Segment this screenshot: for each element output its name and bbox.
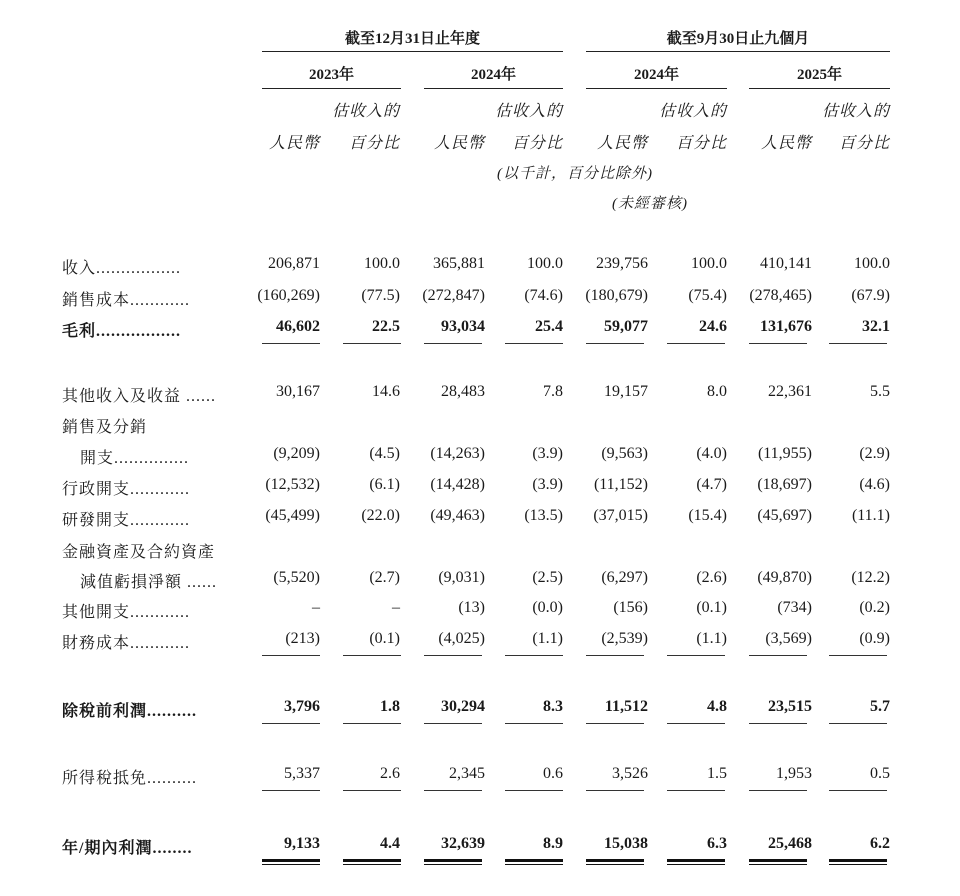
- amount-cell: 9,133: [284, 835, 320, 852]
- amount-cell: (9,209): [273, 445, 320, 462]
- amount-cell: (11,955): [757, 445, 812, 462]
- row-label: 銷售及分銷: [62, 419, 148, 436]
- amount-cell: (37,015): [593, 507, 648, 524]
- table-row-other-income-and-gains: [0, 383, 960, 407]
- amount-cell: (180,679): [585, 287, 648, 304]
- amount-cell: 30,294: [441, 698, 485, 715]
- table-row-revenue: [0, 255, 960, 279]
- table-row-selling-distribution-label: [0, 414, 960, 438]
- double-underline: [749, 859, 807, 865]
- table-row-selling-distribution-expenses: [0, 445, 960, 469]
- underline: [749, 655, 807, 656]
- row-label: 所得稅抵免..........: [62, 770, 198, 787]
- amount-cell: 1,953: [776, 765, 812, 782]
- percent-cell: 8.3: [543, 698, 563, 715]
- percent-cell: (2.7): [369, 569, 400, 586]
- double-underline: [262, 859, 320, 865]
- amount-cell: 59,077: [604, 318, 648, 335]
- table-row-profit-before-tax: [0, 698, 960, 722]
- table-row-cost-of-sales: [0, 287, 960, 311]
- double-underline: [586, 859, 644, 865]
- underline: [667, 723, 725, 724]
- underline: [667, 343, 725, 344]
- percent-cell: 5.7: [870, 698, 890, 715]
- underline: [829, 723, 887, 724]
- row-label: 行政開支............: [62, 481, 191, 498]
- underline: [749, 723, 807, 724]
- pct-of-revenue-header: 估收入的: [494, 103, 563, 120]
- table-row-other-expenses: [0, 599, 960, 623]
- percent-cell: 100.0: [364, 255, 400, 272]
- percent-cell: (0.1): [369, 630, 400, 647]
- amount-cell: 28,483: [441, 383, 485, 400]
- table-row-administrative-expenses: [0, 476, 960, 500]
- table-row-impairment-losses: [0, 569, 960, 593]
- percent-cell: 32.1: [862, 318, 890, 335]
- amount-cell: 3,526: [612, 765, 648, 782]
- percent-cell: 8.0: [707, 383, 727, 400]
- unaudited-note: (未經審核): [612, 196, 688, 212]
- percent-cell: (67.9): [851, 287, 890, 304]
- pct-of-revenue-header: 估收入的: [331, 103, 400, 120]
- percentage-header: 百分比: [838, 135, 890, 152]
- amount-cell: (45,697): [757, 507, 812, 524]
- underline: [586, 343, 644, 344]
- amount-cell: 23,515: [768, 698, 812, 715]
- underline: [749, 343, 807, 344]
- percent-cell: (12.2): [851, 569, 890, 586]
- percent-cell: (4.5): [369, 445, 400, 462]
- amount-cell: 46,602: [276, 318, 320, 335]
- percent-cell: (0.2): [859, 599, 890, 616]
- amount-cell: (160,269): [257, 287, 320, 304]
- percent-cell: 100.0: [527, 255, 563, 272]
- percent-cell: (4.0): [696, 445, 727, 462]
- percent-cell: –: [392, 599, 400, 616]
- group-header-nine-months-ended-sep-30: 截至9月30日止九個月: [666, 31, 810, 47]
- percent-cell: 100.0: [691, 255, 727, 272]
- underline: [586, 723, 644, 724]
- row-label: 財務成本............: [62, 635, 191, 652]
- underline: [262, 655, 320, 656]
- row-label: 其他開支............: [62, 604, 191, 621]
- percent-cell: (3.9): [532, 445, 563, 462]
- amount-cell: (13): [458, 599, 485, 616]
- amount-cell: 32,639: [441, 835, 485, 852]
- underline: [829, 343, 887, 344]
- amount-cell: 15,038: [604, 835, 648, 852]
- unit-note: (以千計，百分比除外): [497, 166, 653, 182]
- percent-cell: 6.2: [870, 835, 890, 852]
- row-label: 開支...............: [80, 450, 190, 467]
- amount-cell: (213): [285, 630, 320, 647]
- percent-cell: (75.4): [688, 287, 727, 304]
- divider: [424, 88, 563, 89]
- group-header-year-ended-dec-31: 截至12月31日止年度: [344, 31, 480, 47]
- amount-cell: (3,569): [765, 630, 812, 647]
- percent-cell: 7.8: [543, 383, 563, 400]
- year-header-2023: 2023年: [308, 67, 354, 83]
- underline: [505, 723, 563, 724]
- amount-cell: (6,297): [601, 569, 648, 586]
- underline: [343, 790, 401, 791]
- underline: [424, 790, 482, 791]
- percent-cell: (3.9): [532, 476, 563, 493]
- underline: [505, 790, 563, 791]
- amount-cell: (14,428): [430, 476, 485, 493]
- table-row-finance-costs: [0, 630, 960, 654]
- amount-cell: 93,034: [441, 318, 485, 335]
- percent-cell: (4.7): [696, 476, 727, 493]
- underline: [505, 343, 563, 344]
- underline: [424, 343, 482, 344]
- underline: [343, 723, 401, 724]
- underline: [262, 790, 320, 791]
- amount-cell: 5,337: [284, 765, 320, 782]
- underline: [424, 723, 482, 724]
- double-underline: [424, 859, 482, 865]
- row-label: 研發開支............: [62, 512, 191, 529]
- percent-cell: (2.5): [532, 569, 563, 586]
- percent-cell: 25.4: [535, 318, 563, 335]
- double-underline: [343, 859, 401, 865]
- percent-cell: 2.6: [380, 765, 400, 782]
- amount-cell: (734): [777, 599, 812, 616]
- percent-cell: (74.6): [524, 287, 563, 304]
- percent-cell: 4.4: [380, 835, 400, 852]
- percent-cell: 8.9: [543, 835, 563, 852]
- table-row-profit-for-period: [0, 835, 960, 859]
- table-row-rnd-expenses: [0, 507, 960, 531]
- year-header-2024-9m: 2024年: [633, 67, 679, 83]
- row-label: 銷售成本............: [62, 292, 191, 309]
- percent-cell: 14.6: [372, 383, 400, 400]
- amount-cell: –: [312, 599, 320, 616]
- underline: [505, 655, 563, 656]
- percent-cell: (0.0): [532, 599, 563, 616]
- percent-cell: (2.6): [696, 569, 727, 586]
- percent-cell: 6.3: [707, 835, 727, 852]
- amount-cell: (5,520): [273, 569, 320, 586]
- rmb-header: 人民幣: [596, 135, 648, 152]
- amount-cell: (4,025): [438, 630, 485, 647]
- percent-cell: (0.1): [696, 599, 727, 616]
- rmb-header: 人民幣: [760, 135, 812, 152]
- row-label: 除稅前利潤..........: [62, 703, 198, 720]
- amount-cell: (12,532): [265, 476, 320, 493]
- amount-cell: 25,468: [768, 835, 812, 852]
- row-label: 金融資產及合約資產: [62, 544, 216, 561]
- underline: [424, 655, 482, 656]
- percent-cell: 100.0: [854, 255, 890, 272]
- table-row-income-tax-credit: [0, 765, 960, 789]
- percentage-header: 百分比: [348, 135, 400, 152]
- double-underline: [667, 859, 725, 865]
- amount-cell: (49,463): [430, 507, 485, 524]
- amount-cell: 19,157: [604, 383, 648, 400]
- year-header-2025-9m: 2025年: [796, 67, 842, 83]
- underline: [667, 655, 725, 656]
- percent-cell: (2.9): [859, 445, 890, 462]
- percent-cell: 24.6: [699, 318, 727, 335]
- percent-cell: (22.0): [361, 507, 400, 524]
- amount-cell: (156): [613, 599, 648, 616]
- year-header-2024: 2024年: [470, 67, 516, 83]
- amount-cell: (9,031): [438, 569, 485, 586]
- underline: [829, 790, 887, 791]
- underline: [586, 655, 644, 656]
- underline: [586, 790, 644, 791]
- divider: [262, 88, 401, 89]
- amount-cell: (45,499): [265, 507, 320, 524]
- amount-cell: (278,465): [749, 287, 812, 304]
- underline: [343, 655, 401, 656]
- divider: [262, 51, 563, 52]
- pct-of-revenue-header: 估收入的: [821, 103, 890, 120]
- underline: [262, 723, 320, 724]
- percent-cell: 4.8: [707, 698, 727, 715]
- percent-cell: (1.1): [532, 630, 563, 647]
- percent-cell: 0.5: [870, 765, 890, 782]
- underline: [343, 343, 401, 344]
- table-row-impairment-label: [0, 539, 960, 563]
- amount-cell: 131,676: [760, 318, 812, 335]
- amount-cell: 206,871: [268, 255, 320, 272]
- amount-cell: 239,756: [596, 255, 648, 272]
- amount-cell: 22,361: [768, 383, 812, 400]
- amount-cell: (14,263): [430, 445, 485, 462]
- amount-cell: (18,697): [757, 476, 812, 493]
- percent-cell: (11.1): [851, 507, 890, 524]
- percent-cell: 0.6: [543, 765, 563, 782]
- divider: [586, 51, 890, 52]
- percent-cell: 5.5: [870, 383, 890, 400]
- amount-cell: (272,847): [422, 287, 485, 304]
- percent-cell: (4.6): [859, 476, 890, 493]
- row-label: 其他收入及收益 ......: [62, 388, 217, 405]
- percent-cell: (6.1): [369, 476, 400, 493]
- amount-cell: 365,881: [433, 255, 485, 272]
- percent-cell: (13.5): [524, 507, 563, 524]
- row-label: 收入.................: [62, 260, 182, 277]
- underline: [829, 655, 887, 656]
- rmb-header: 人民幣: [268, 135, 320, 152]
- percent-cell: (0.9): [859, 630, 890, 647]
- amount-cell: (49,870): [757, 569, 812, 586]
- percentage-header: 百分比: [675, 135, 727, 152]
- row-label: 毛利.................: [62, 323, 182, 340]
- amount-cell: 30,167: [276, 383, 320, 400]
- percent-cell: (77.5): [361, 287, 400, 304]
- amount-cell: 2,345: [449, 765, 485, 782]
- underline: [667, 790, 725, 791]
- pct-of-revenue-header: 估收入的: [658, 103, 727, 120]
- amount-cell: 11,512: [604, 698, 648, 715]
- row-label: 減值虧損淨額 ......: [80, 574, 218, 591]
- amount-cell: (11,152): [593, 476, 648, 493]
- divider: [586, 88, 727, 89]
- amount-cell: 3,796: [284, 698, 320, 715]
- percent-cell: 22.5: [372, 318, 400, 335]
- double-underline: [829, 859, 887, 865]
- rmb-header: 人民幣: [433, 135, 485, 152]
- double-underline: [505, 859, 563, 865]
- divider: [749, 88, 890, 89]
- row-label: 年/期內利潤........: [62, 840, 193, 857]
- percent-cell: 1.8: [380, 698, 400, 715]
- amount-cell: (2,539): [601, 630, 648, 647]
- percent-cell: (1.1): [696, 630, 727, 647]
- table-row-gross-profit: [0, 318, 960, 342]
- underline: [749, 790, 807, 791]
- percentage-header: 百分比: [511, 135, 563, 152]
- amount-cell: (9,563): [601, 445, 648, 462]
- percent-cell: (15.4): [688, 507, 727, 524]
- percent-cell: 1.5: [707, 765, 727, 782]
- underline: [262, 343, 320, 344]
- amount-cell: 410,141: [760, 255, 812, 272]
